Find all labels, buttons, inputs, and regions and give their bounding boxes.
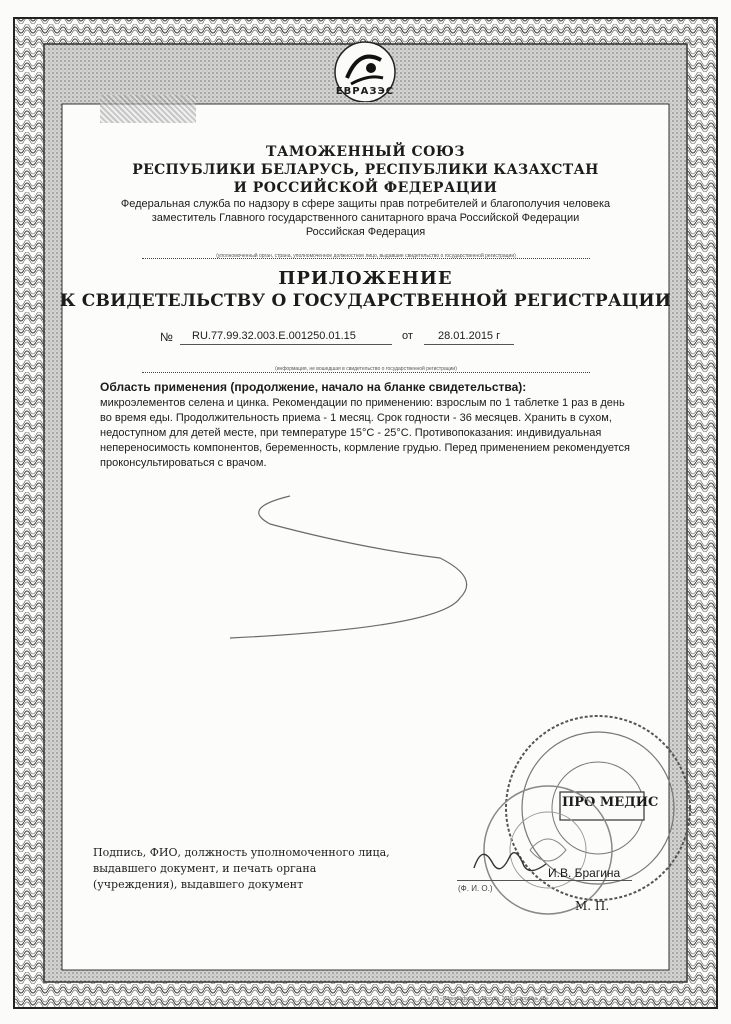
registration-date: 28.01.2015 г xyxy=(438,330,501,342)
document-subtitle: К СВИДЕТЕЛЬСТВУ О ГОСУДАРСТВЕННОЙ РЕГИСТРАЦИИ xyxy=(60,291,672,311)
signature-caption: Подпись, ФИО, должность уполномоченного лица, выдавшего документ, и печать органа (учреждения), выдавшего документ xyxy=(93,846,390,891)
authority-line-1: Федеральная служба по надзору в сфере защиты прав потребителей и благополучия человека xyxy=(120,198,611,210)
application-area-text: микроэлементов селена и цинка. Рекомендации по применению: взрослым по 1 таблетке 1 раз в день во время еды. Продолжительность приема - 1 месяц. Срок годности - 36 месяцев. Хранить в сухом, недоступном для детей месте, при температуре 15°С - 25°С. Противопоказания: индивидуальная непереносимость компонентов, беременность, кормление грудью. Перед применением рекомендуется проконсультироваться с врачом. xyxy=(100,397,630,469)
registration-number-label: № xyxy=(160,330,173,344)
logo-caption: ЕВРАЗЭС xyxy=(335,86,395,97)
header-russian-federation: И РОССИЙСКОЙ ФЕДЕРАЦИИ xyxy=(233,180,498,196)
z-mark-icon xyxy=(210,488,480,648)
header-customs-union: ТАМОЖЕННЫЙ СОЮЗ xyxy=(266,144,465,160)
number-underline xyxy=(180,344,392,345)
signatory-name: И.В. Брагина xyxy=(548,866,621,880)
info-hint: (информация, не вошедшая в свидетельство о государственной регистрации) xyxy=(275,366,457,372)
registration-number: RU.77.99.32.003.E.001250.01.15 xyxy=(192,330,356,342)
authority-line-2: заместитель Главного государственного санитарного врача Российской Федерации xyxy=(151,212,580,224)
info-rule xyxy=(142,372,590,373)
seal-place-label: М. П. xyxy=(575,899,610,913)
seal-text: ПРО МЕДИС xyxy=(562,795,659,810)
authority-hint: (уполномоченный орган, страна, уполномоченное должностное лицо, выдавшие свидетельство о государственной регистрации) xyxy=(216,253,516,259)
header-republics: РЕСПУБЛИКИ БЕЛАРУСЬ, РЕСПУБЛИКИ КАЗАХСТАН xyxy=(132,162,599,178)
authority-line-3: Российская Федерация xyxy=(305,226,426,238)
stamp-smudge xyxy=(100,95,196,123)
date-underline xyxy=(424,344,514,345)
signature-line xyxy=(457,880,632,881)
registration-date-label: от xyxy=(402,330,413,342)
document-title: ПРИЛОЖЕНИЕ xyxy=(278,268,453,289)
printer-footer: «…» ТО «Полиграфия», т. Москва, 2015 г., уровень «В» xyxy=(420,996,549,1002)
application-area-title: Область применения (продолжение, начало на бланке свидетельства): xyxy=(100,380,527,394)
handwritten-signature-icon xyxy=(470,838,550,886)
fio-label: (Ф. И. О.) xyxy=(458,884,493,893)
